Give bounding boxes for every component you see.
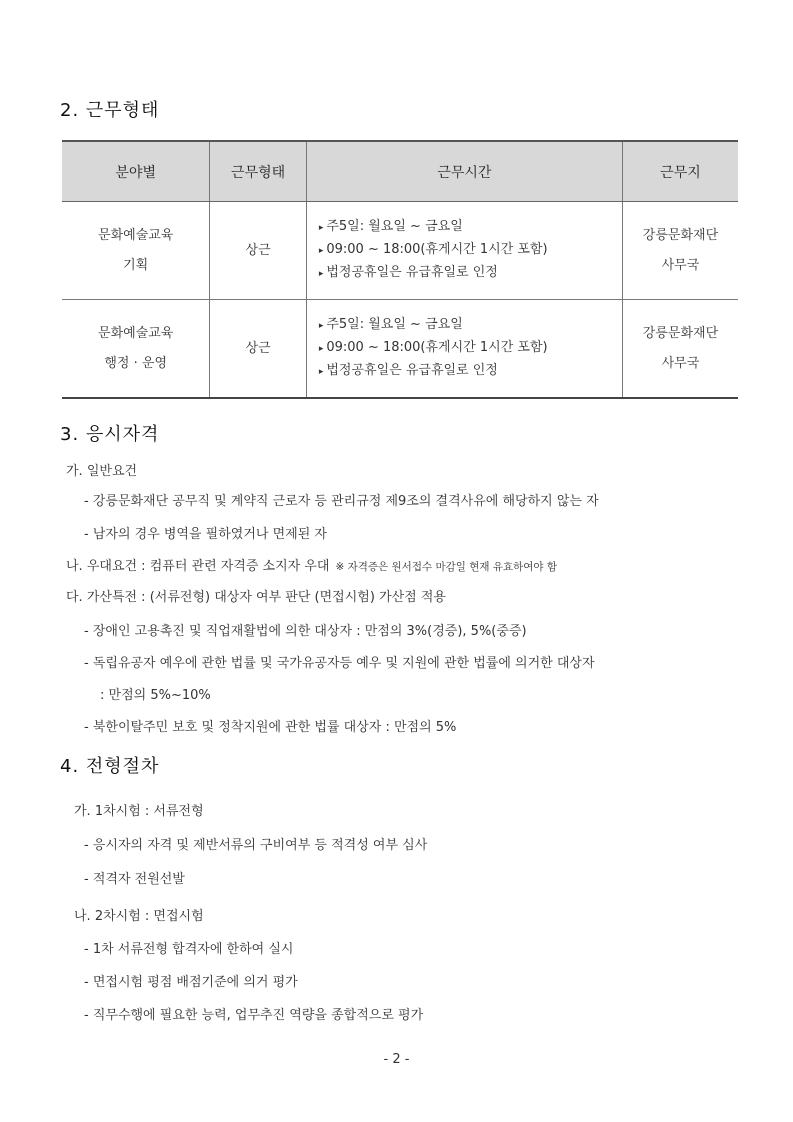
triangle-bullet-icon: ▸ bbox=[318, 321, 324, 331]
second-exam: 나. 2차시험 : 면접시험 bbox=[74, 909, 204, 924]
type-cell: 상근 bbox=[210, 202, 306, 300]
first-exam: 가. 1차시험 : 서류전형 bbox=[74, 804, 204, 819]
hours-cell bbox=[306, 300, 622, 399]
list-item: - 독립유공자 예우에 관한 법률 및 국가유공자등 예우 및 지원에 관한 법률에 의거한 대상자 bbox=[84, 656, 595, 671]
certificate-note: ※ 자격증은 원서접수 마감일 현재 유효하여야 함 bbox=[335, 561, 558, 573]
hours-line: ▸ 09:00 ~ 18:00(휴게시간 1시간 포함) bbox=[318, 242, 548, 257]
hours-line: ▸ 09:00 ~ 18:00(휴게시간 1시간 포함) bbox=[318, 340, 548, 355]
hours-cell bbox=[306, 202, 622, 300]
table-row bbox=[62, 202, 738, 300]
list-item: - 면접시험 평점 배점기준에 의거 평가 bbox=[84, 975, 298, 990]
place-line-1: 강릉문화재단 bbox=[642, 227, 719, 243]
place-line-2: 사무국 bbox=[661, 355, 700, 371]
hours-line: ▸ 주5일: 월요일 ~ 금요일 bbox=[318, 219, 463, 234]
preferred-requirements: 나. 우대요건 : 컴퓨터 관련 자격증 소지자 우대 ※ 자격증은 원서접수 마감일 현재 유효하여야 함 bbox=[66, 559, 558, 574]
list-item: - 북한이탈주민 보호 및 정착지원에 관한 법률 대상자 : 만점의 5% bbox=[84, 720, 457, 735]
field-cell bbox=[62, 202, 210, 300]
general-requirements: 가. 일반요건 bbox=[66, 464, 138, 479]
field-cell bbox=[62, 300, 210, 399]
place-line-2: 사무국 bbox=[661, 257, 700, 273]
list-item: - 응시자의 자격 및 제반서류의 구비여부 등 적격성 여부 심사 bbox=[84, 838, 428, 853]
header-hours: 근무시간 bbox=[306, 141, 622, 202]
page-number: - 2 - bbox=[383, 1052, 410, 1067]
table-row bbox=[62, 300, 738, 399]
list-item: - 장애인 고용촉진 및 직업재활법에 의한 대상자 : 만점의 3%(경증), 5%(중증) bbox=[84, 624, 527, 639]
place-cell bbox=[622, 300, 738, 399]
list-item-continued: : 만점의 5%~10% bbox=[100, 688, 211, 703]
header-place: 근무지 bbox=[622, 141, 738, 202]
triangle-bullet-icon: ▸ bbox=[318, 223, 324, 233]
list-item: - 남자의 경우 병역을 필하였거나 면제된 자 bbox=[84, 527, 327, 542]
triangle-bullet-icon: ▸ bbox=[318, 367, 324, 377]
hours-line: ▸ 주5일: 월요일 ~ 금요일 bbox=[318, 317, 463, 332]
hours-line: ▸ 법정공휴일은 유급휴일로 인정 bbox=[318, 363, 498, 378]
bonus-benefits: 다. 가산특전 : (서류전형) 대상자 여부 판단 (면접시험) 가산점 적용 bbox=[66, 590, 446, 605]
list-item: - 직무수행에 필요한 능력, 업무추진 역량을 종합적으로 평가 bbox=[84, 1008, 424, 1023]
table-header-row bbox=[62, 141, 738, 202]
list-item: - 적격자 전원선발 bbox=[84, 872, 185, 887]
type-cell: 상근 bbox=[210, 300, 306, 399]
place-cell bbox=[622, 202, 738, 300]
list-item: - 1차 서류전형 합격자에 한하여 실시 bbox=[84, 942, 294, 957]
work-type-table bbox=[62, 140, 738, 399]
field-line-1: 문화예술교육 bbox=[98, 227, 174, 243]
field-line-1: 문화예술교육 bbox=[98, 325, 174, 341]
list-item: - 강릉문화재단 공무직 및 계약직 근로자 등 관리규정 제9조의 결격사유에 해당하지 않는 자 bbox=[84, 494, 599, 509]
field-line-2: 기획 bbox=[123, 257, 149, 273]
field-line-2: 행정 · 운영 bbox=[104, 355, 168, 371]
section-3-title: 3. 응시자격 bbox=[60, 424, 160, 445]
triangle-bullet-icon: ▸ bbox=[318, 246, 324, 256]
hours-line: ▸ 법정공휴일은 유급휴일로 인정 bbox=[318, 265, 498, 280]
section-2-title: 2. 근무형태 bbox=[60, 100, 160, 121]
triangle-bullet-icon: ▸ bbox=[318, 344, 324, 354]
triangle-bullet-icon: ▸ bbox=[318, 269, 324, 279]
header-field: 분야별 bbox=[62, 141, 210, 202]
place-line-1: 강릉문화재단 bbox=[642, 325, 719, 341]
section-4-title: 4. 전형절차 bbox=[60, 756, 160, 777]
header-type: 근무형태 bbox=[210, 141, 306, 202]
